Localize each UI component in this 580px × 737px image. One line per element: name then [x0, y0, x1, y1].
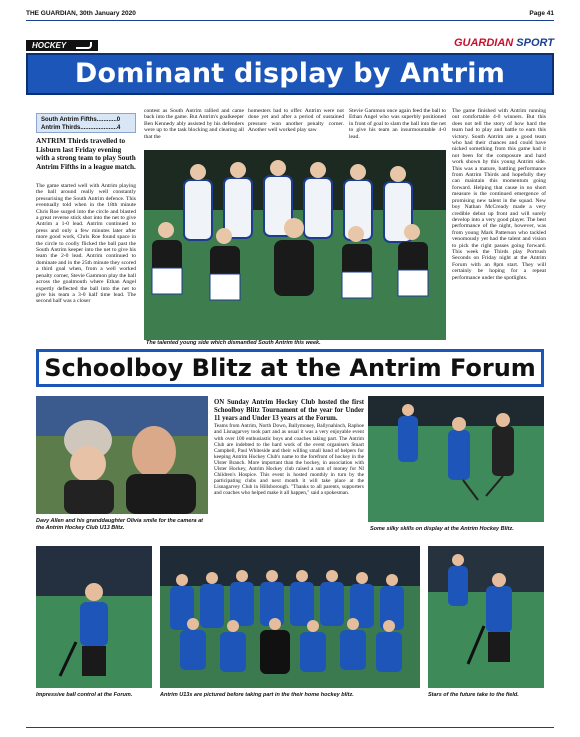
- section-label: [26, 40, 98, 51]
- story1-lead: ANTRIM Thirds travelled to Lisburn last Friday evening with a strong team to play South Antrim Fifths in a league match.: [36, 137, 136, 171]
- story2-lead: ON Sunday Antrim Hockey Club hosted the first Schoolboy Blitz Tournament of the year for Under 11 years and Under 13 years at the Forum.: [214, 399, 364, 422]
- paper-date: THE GUARDIAN, 30th January 2020: [26, 10, 136, 17]
- u13-team-photo: [160, 546, 420, 688]
- score-line-home: South Antrim Fifths............0: [41, 117, 121, 123]
- headline-schoolboy-blitz: Schoolboy Blitz at the Antrim Forum: [36, 349, 544, 387]
- team-photo: [144, 150, 446, 340]
- u13-team-graphic: [160, 546, 420, 688]
- header-rule: [26, 20, 554, 21]
- team-photo-graphic: [144, 150, 446, 340]
- brand-sport: SPORT: [516, 37, 554, 49]
- section-label-text: HOCKEY: [32, 41, 67, 50]
- stars-caption: Stars of the future take to the field.: [428, 692, 519, 698]
- stars-graphic: [428, 546, 544, 688]
- team-photo-caption: The talented young side which dismantled South Antrim this week.: [146, 340, 321, 346]
- footer-rule: [26, 727, 554, 728]
- hockey-stick-icon: [76, 42, 92, 49]
- score-line-away: Antrim Thirds......................4: [41, 125, 121, 131]
- ball-control-photo: [36, 546, 152, 688]
- story1-col4: Stevie Gammon once again feed the ball to Ethan Angel who was superbly positioned in front of goal to slam the ball into the net to give his team an insurmountable 4-0 lead.: [349, 108, 446, 140]
- story1-col1: The game started well with Antrim playing the ball around really well constantly pressurising the South Antrim defence. This eventually told when in the 18th minute Chris Roe surged into the circle and blasted a great reverse stick shot into the net to give Antrim a 1-0 lead. Antrim continued to press and only a few minutes later after more good work, Chris Roe found space in the circle to coolly flicked the ball past the South Antrim keeper into the net to give his team the 2-0 lead. Antrim continued to dominate and in the 25th minute they scored a third goal when, from a well worked penalty corner, Stevie Gammon play the ball across the goalmouth where Ethan Angel expertly deflected the ball into the net to give his team a 3-0 half time lead. The second half was a closer: [36, 183, 136, 305]
- guardian-sport-logo: [454, 37, 554, 49]
- u13-team-caption: Antrim U13s are pictured before taking part in the their home hockey blitz.: [160, 692, 354, 698]
- grandpa-photo-graphic: [36, 396, 208, 514]
- ball-control-graphic: [36, 546, 152, 688]
- story2-text: [214, 399, 364, 531]
- headline-dominant-display: Dominant display by Antrim: [26, 53, 554, 95]
- brand-guardian: GUARDIAN: [453, 37, 514, 49]
- ball-control-caption: Impressive ball control at the Forum.: [36, 692, 133, 698]
- skills-photo-graphic: [368, 396, 544, 522]
- score-box: [36, 113, 136, 133]
- grandpa-caption: Davy Allen and his granddaughter Olivia smile for the camera at the Antrim Hockey Club U13 Blitz.: [36, 518, 203, 531]
- story1-col3: homesters had to offer. Antrim were not done yet and after a period of sustained pressure won another penalty corner. Another well worked play saw: [248, 108, 344, 134]
- story1-col2: contest as South Antrim rallied and came back into the game. But Antrim's goalkeeper Ben Kennedy ably assisted by his defenders were up to the task blocking and clearing all that the: [144, 108, 244, 140]
- page-number: Page 41: [529, 10, 554, 17]
- story1-col5: The game finished with Antrim running out comfortable 4-0 winners. But this does not tell the story of how hard the team had to play and battle to earn this victory. South Antrim are a good team who had their chances and could have nicked something from this game had it not been for the composure and hard work shown by this young Antrim side. This was a mature, battling performance from Antrim Thirds and hopefully they can maintain this momentum going forward. Helping that cause in no short measure is the continued emergence of promising new talent in the squad. New boy Nathan McCready made a very credible debut up front and will surely develop into a very good player. The best performance of the night, however, was from young Mark Patterson who tackled venomously yet had the talent and vision to pick the right passes going forward. This week the Thirds play Portrush Seconds on Friday night at the Antrim Forum with an 8pm start. They will certainly be hoping for a repeat performance under the spotlights.: [452, 108, 546, 281]
- story2-body: Teams from Antrim, North Down, Ballymoney, Ballynahinch, Raphoe and Lisnagarvey took part and as usual it was a very enjoyable event with over 100 enthusiastic boys and coaches taking part. The Antrim Club are indebted to the hard work of the event organisers Stuart Campbell, Paul Whiteside and their willing small band of helpers for keeping Antrim Hockey Club's name to the forefront of hockey in the Ulster Branch. More important than the hockey, in association with Ulster Hockey, Antrim Hockey club raised a sum of money for NI Children's Hospice. This event is hosted monthly in turn by the participating clubs and next month it will take place at the Lisnagarvey Club in Hillsborough. "Thanks to all parents, supporters and coaches who helped make it all happen," said a spokesman.: [214, 423, 364, 497]
- grandpa-photo: [36, 396, 208, 514]
- skills-photo: [368, 396, 544, 522]
- skills-caption: Some silky skills on display at the Antrim Hockey Blitz.: [370, 526, 514, 532]
- stars-photo: [428, 546, 544, 688]
